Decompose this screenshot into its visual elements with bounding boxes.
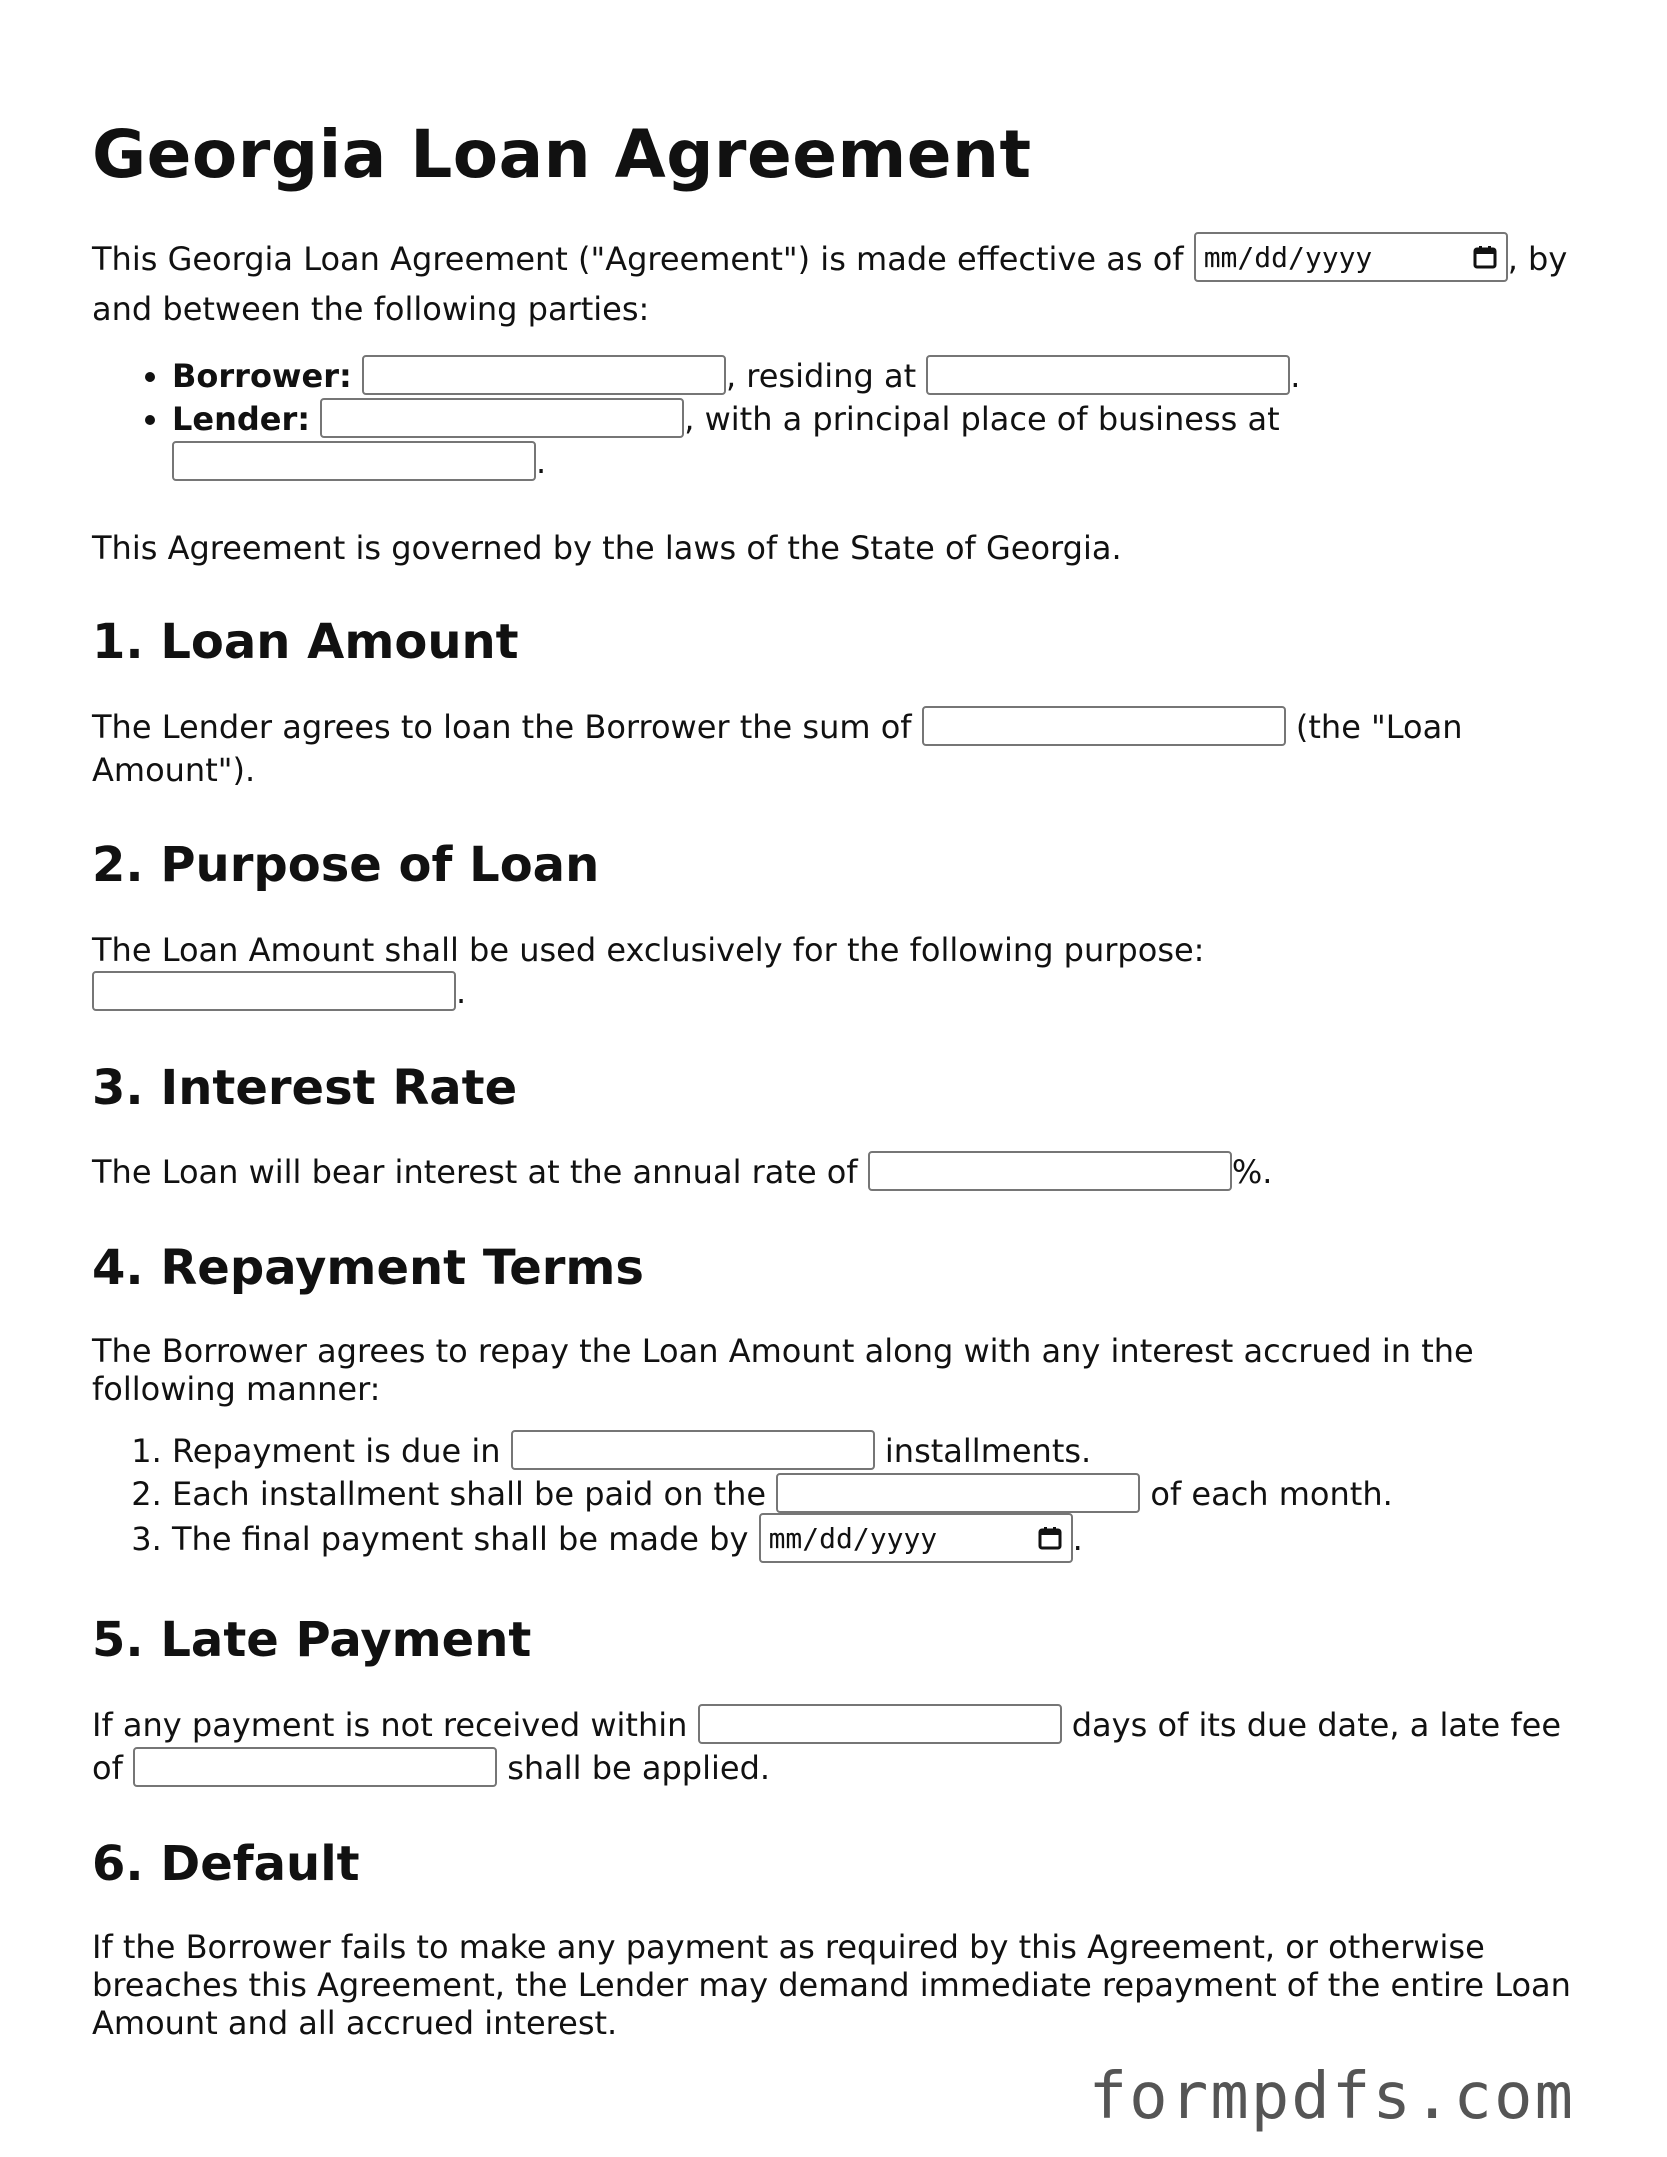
section-heading-interest: 3. Interest Rate (92, 1060, 518, 1116)
loan-purpose-input[interactable] (92, 971, 456, 1011)
list-item-lender (172, 398, 1572, 484)
list-item-installments (172, 1430, 1572, 1473)
section-heading-late-payment: 5. Late Payment (92, 1612, 532, 1668)
interest-paragraph (92, 1152, 1572, 1194)
borrower-period: . (1290, 357, 1301, 395)
loan-amount-input[interactable] (922, 706, 1286, 746)
final-payment-text: The final payment shall be made by (172, 1520, 749, 1558)
repayment-list (92, 1430, 1572, 1566)
watermark-text: formpdfs.com (1088, 2060, 1575, 2134)
installments-input[interactable] (511, 1430, 875, 1470)
calendar-icon[interactable] (1472, 244, 1498, 270)
repayment-text: The Borrower agrees to repay the Loan Amount along with any interest accrued in the following manner: (92, 1332, 1474, 1408)
late-payment-text-middle: days of its due date, a late fee of (92, 1706, 1562, 1787)
list-item-final-payment (172, 1516, 1572, 1566)
grace-days-input[interactable] (698, 1704, 1062, 1744)
lender-business-text: , with a principal place of business at (684, 400, 1280, 438)
effective-date-input[interactable] (1194, 232, 1508, 282)
list-item-payment-day (172, 1473, 1572, 1516)
page-title: Georgia Loan Agreement (92, 116, 1032, 193)
section-heading-default: 6. Default (92, 1836, 360, 1892)
late-fee-input[interactable] (133, 1747, 497, 1787)
document-page (92, 110, 1572, 2042)
purpose-text: The Loan Amount shall be used exclusively for the following purpose: (92, 931, 1205, 969)
late-payment-paragraph (92, 1704, 1572, 1790)
lender-label: Lender: (172, 400, 311, 438)
final-payment-date-placeholder: mm/dd/yyyy (768, 1521, 938, 1555)
loan-amount-paragraph (92, 706, 1572, 791)
lender-period: . (536, 443, 547, 481)
borrower-label: Borrower: (172, 357, 352, 395)
payment-day-input[interactable] (776, 1473, 1140, 1513)
calendar-icon[interactable] (1037, 1525, 1063, 1551)
payment-day-text: Each installment shall be paid on the (172, 1475, 767, 1513)
lender-name-input[interactable] (320, 398, 684, 438)
list-item-borrower (172, 355, 1572, 398)
installments-text-after: installments. (884, 1432, 1092, 1470)
payment-day-text-after: of each month. (1150, 1475, 1393, 1513)
purpose-paragraph (92, 929, 1572, 1014)
loan-amount-text: The Lender agrees to loan the Borrower the sum of (92, 708, 912, 746)
borrower-name-input[interactable] (362, 355, 726, 395)
effective-date-placeholder: mm/dd/yyyy (1203, 240, 1373, 274)
section-heading-repayment: 4. Repayment Terms (92, 1240, 644, 1296)
interest-percent: %. (1231, 1153, 1273, 1191)
final-payment-date-input[interactable] (759, 1513, 1073, 1563)
late-payment-text: If any payment is not received within (92, 1706, 688, 1744)
intro-text: This Georgia Loan Agreement ("Agreement") is made effective as of (92, 240, 1184, 278)
interest-rate-input[interactable] (868, 1151, 1232, 1191)
purpose-period: . (456, 973, 467, 1011)
borrower-address-input[interactable] (926, 355, 1290, 395)
lender-address-input[interactable] (172, 441, 536, 481)
intro-text-continued: , by and between the following parties: (92, 240, 1568, 328)
governing-law-text: This Agreement is governed by the laws of the State of Georgia. (92, 529, 1122, 567)
late-payment-text-after: shall be applied. (507, 1749, 771, 1787)
borrower-residing-text: , residing at (725, 357, 917, 395)
parties-list (92, 355, 1572, 484)
installments-text: Repayment is due in (172, 1432, 501, 1470)
section-heading-loan-amount: 1. Loan Amount (92, 614, 519, 670)
intro-paragraph (92, 236, 1572, 333)
default-text: If the Borrower fails to make any payment as required by this Agreement, or otherwise breaches this Agreement, the Lender may demand immediate repayment of the entire Loan Amount and all accrued interest. (92, 1928, 1571, 2042)
section-heading-purpose: 2. Purpose of Loan (92, 837, 600, 893)
loan-amount-text-after: (the "Loan Amount"). (92, 708, 1463, 789)
final-payment-period: . (1072, 1520, 1083, 1558)
interest-text: The Loan will bear interest at the annual rate of (92, 1153, 858, 1191)
